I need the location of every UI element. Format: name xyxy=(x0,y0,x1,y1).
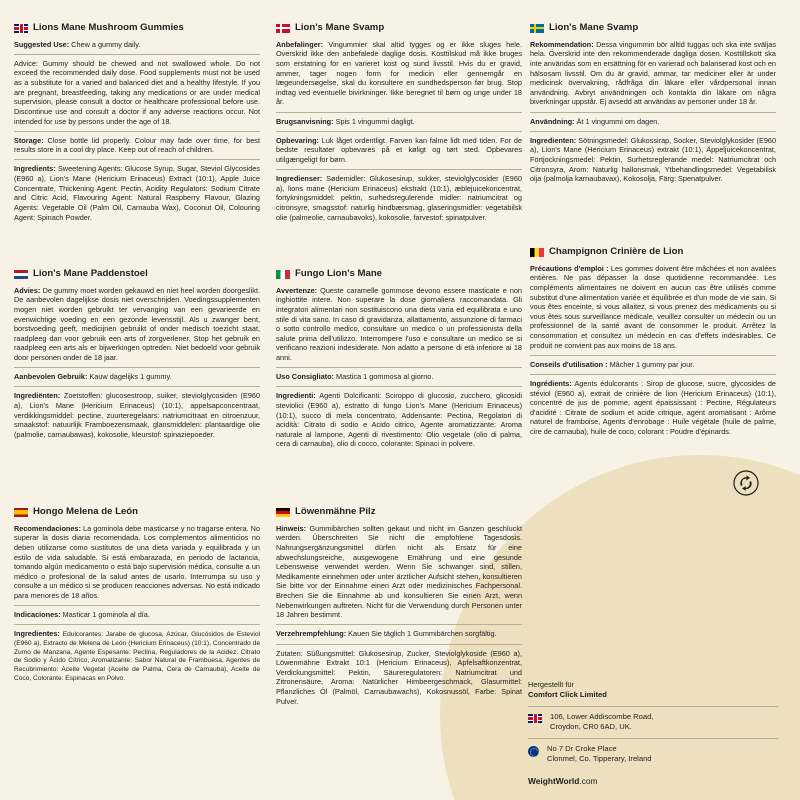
divider xyxy=(530,355,776,356)
ingredients: Ingredienser: Sødemidler: Glukosesirup, sukker, steviolglycosider (E960 a), lions mane (Hericium Erinaceus) ekstrakt (10:1), æblejuicekoncentrat, fortykningsmiddel: pektin, surhedsregulerende midler: natriumcitrat og citronsyre, smagsstof: naturlig hindbærsmag, glaseringsmidler: vegetabilsk olie (palmeolie, carnaubavoks), kokosolie, farvestof: spinatpulver. xyxy=(276,174,522,222)
suggested-use: Conseils d'utilisation : Mâcher 1 gummy par jour. xyxy=(530,359,695,369)
suggested-use: Indicaciones: Masticar 1 gominola al día. xyxy=(14,610,150,620)
divider xyxy=(530,374,776,375)
divider xyxy=(530,112,776,113)
ingredients: Ingrédients: Agents édulcorants : Sirop de glucose, sucre, glycosides de stéviol (E960 a), extrait de crinière de lion (Hericium Erinaceus) (10:1), concentré de jus de pomme, agent épaississant : Pectine, Régulateurs d'acidité : Citrate de sodium et acide citrique, agent aromatisant : Arôme naturel de framboise, Agents d'enrobage : Huile végétale (huile de palme, cire de carnauba), huile de coco, colorant : Poudre d'épinards. xyxy=(530,378,776,437)
section-title: Hongo Melena de León xyxy=(33,506,139,517)
suggested-use: Verzehrempfehlung: Kauen Sie täglich 1 Gummibärchen sorgfältig. xyxy=(276,629,497,639)
ingredients: Ingredienten: Sötningsmedel: Glukossirap, Socker, Steviolglykosider (E960 a), Lion's Mane (Hericium Erinaceus) extrakt (10:1), Äppeljuicekoncentrat, Förtjockningsmedel: Pektin, Surhetsreglerande medel: Natriumcitrat och Citronsyra, Arom: Naturlig hallonsmak, Ytbehandlingsmedel: Vegetabilisk olja (palmolja karnaubavax), Kokosolja, Färg: Spenatpulver. xyxy=(530,135,776,184)
section-danish xyxy=(276,22,522,227)
section-english xyxy=(14,22,260,227)
ingredients: Ingrediënten: Zoetstoffen: glucosestroop, suiker, steviolglycosiden (E960 a), Lion's Mane (Hericium Erinaceus) (10:1), appelsapconcentraat, verdikkingsmiddel: pectine, zuurteregelaars: natriumcitraat en citroenzuur, smaakstof: natuurlijk Framboezensmaak, glansmiddelen: plantaardige olie (palmolie, carnaubawas), kokosolie, kleurstof: spinaziepoeder. xyxy=(14,391,260,439)
section-title: Champignon Crinière de Lion xyxy=(549,246,684,257)
uk-flag-icon xyxy=(528,714,542,723)
section-title: Lion's Mane Svamp xyxy=(549,22,639,33)
section-swedish xyxy=(530,22,776,188)
spain-flag-icon xyxy=(14,508,28,517)
advice-text: Recomendaciones: La gominola debe masticarse y no tragarse entera. No superar la dosis diaria recomendada. Los complementos alimenticios no deben utilizarse como sustitutos de una dieta variada y equilibrada y un estilo de vida saludable. Si está embarazada, en periodo de lactancia, tomando algún medicamento o está bajo supervisión médica, consulte a un médico o profesional de la salud antes de usarlo. Interrumpa su uso y consulte a un médico si se producen reacciones adversas. No está indicado para menores de 18 años. xyxy=(14,523,260,601)
brand-website: WeightWorld.com xyxy=(528,776,598,787)
divider xyxy=(14,624,260,625)
section-title: Lion's Mane Svamp xyxy=(295,22,385,33)
belgium-flag-icon xyxy=(530,248,544,257)
divider xyxy=(14,131,260,132)
divider xyxy=(276,386,522,387)
divider xyxy=(276,131,522,132)
divider xyxy=(14,386,260,387)
uk-address: 106, Lower Addiscombe Road, Croydon, CR0 6AD, UK. xyxy=(528,706,778,738)
divider xyxy=(14,605,260,606)
section-german xyxy=(276,506,522,711)
section-title: Fungo Lion's Mane xyxy=(295,268,383,279)
advice-text: Anbefalinger: Vingummier skal altid tygges og er ikke sluges hele. Overskrid ikke den anbefalede daglige dosis. Kosttilskud må ikke bruges som erstatning for en varieret kost og sund livsstil. Hvis du er gravid, ammer, tager nogen form for medicin eller gennemgår en lægeundersøgelse, skal du konsultere en sundhedsperson før brug. Stop indtag ved eventuelle bivirkninger. Ikke beregnet til børn og unge under 18 år. xyxy=(276,39,522,107)
ingredients: Ingredientes: Edulcorantes: Jarabe de glucosa, Azúcar, Glucósidos de Esteviol (E960 a), Extracto de Melena de León (Hericium Erinaceus) (10:1), Concentrado de Zumo de Manzana, Agente Espesante: Pectina, Reguladores de la Acidez: Citrato de Sodio y Ácido Cítrico, Aromatizante: Sabor Natural de Frambuesa, Agentes de Recubrimiento: Aceite Vegetal (Aceite de Palma, Cera de Carnauba), Aceite de Coco, Colorante: Espinacas en Polvo. xyxy=(14,629,260,682)
manufacturer-name: Comfort Click Limited xyxy=(528,689,607,699)
uk-flag-icon xyxy=(14,24,28,33)
manufacturer-label: Hergestellt für xyxy=(528,680,575,689)
divider xyxy=(14,54,260,55)
section-spanish xyxy=(14,506,260,688)
advice-text: Advies: De gummy moet worden gekauwd en niet heel worden doorgeslikt. De aanbevolen dagelijkse dosis niet overschrijden. Voedingssupplementen mogen niet worden gebruikt ter vervanging van een gevarieerde en evenwichtige voeding en een gezonde levensstijl. Als u zwanger bent, borstvoeding geeft, medicijnen gebruikt of onder medisch toezicht staat, raadpleeg dan voor gebruik een arts of zorgverlener. Stop het gebruik en raadpleeg een arts als er bijwerkingen optreden. Niet bedoeld voor gebruik door personen onder de 18 jaar. xyxy=(14,285,260,363)
divider xyxy=(14,159,260,160)
divider xyxy=(276,112,522,113)
eu-address: No 7 Dr Croke Place Clonmel, Co. Tipperary, Ireland xyxy=(528,738,778,770)
manufacturer-footer xyxy=(528,680,778,788)
section-title: Löwenmähne Pilz xyxy=(295,506,376,517)
ingredients: Ingredients: Sweetening Agents: Glucose Syrup, Sugar, Steviol Glycosides (E960 a), Lion's Mane (Hericium Erinaceus) Extract (10:1), Apple Juice Concentrate, Thickening Agent: Pectin, Acidity Regulators: Sodium Citrate and Citric Acid, Flavouring Agent: Natural Raspberry Flavour, Glazing Agents: Vegetable Oil (Palm Oil, Carnauba Wax), Coconut Oil, Colouring Agent: Spinach Powder. xyxy=(14,164,260,222)
ingredients: Ingredienti: Agenti Dolcificanti: Sciroppo di glucosio, zucchero, glicosidi steviolici (E960 a), estratto di fungo Lion's Mane (Hericium Erinaceus) (10:1), succo di mela concentrato, Addensante: Pectina, Regolatori di acidità: Citrato di sodio e Acido citrico, Agente aromatizzante: Aroma naturale al lampone, Agenti di rivestimento: Olio vegetale (olio di palma, cera di carnauba), olio di cocco, colorante: Spinaci in polvere. xyxy=(276,391,522,449)
section-italian xyxy=(276,268,522,454)
divider xyxy=(276,367,522,368)
germany-flag-icon xyxy=(276,508,290,517)
section-french xyxy=(530,246,776,441)
ingredients: Zutaten: Süßungsmittel: Glukosesirup, Zucker, Steviolglykoside (E960 a), Löwenmähne Extrakt 10:1 (Hericium Erinaceus), Apfelsaftkonzentrat, Verdickungsmittel: Pektin, Säureregulatoren: Natriumcitrat und Zitronensäure, Aroma: Natürlicher Himbeergeschmack, Glasurmittel: Pflanzliches Öl (Palmöl, Carnaubawachs), Kokosnussöl, Farbe: Spinat Pulver. xyxy=(276,648,522,706)
advice-text: Avvertenze: Queste caramelle gommose devono essere masticate e non inghiottite intere. Non superare la dose giornaliera raccomandata. Gli integratori alimentari non sostituiscono una dieta varia ed equilibrata e uno stile di vita sano. In caso di gravidanza, allattamento, assunzione di farmaci o sotto controllo medico, consultare un medico o un professionista della salute prima dell'utilizzo. Interrompere l'uso e consultare un medico se si verificano reazioni indesiderate. Non adatto a persone di età inferiore ai 18 anni. xyxy=(276,285,522,363)
divider xyxy=(276,644,522,645)
advice-text: Précautions d'emploi : Les gommes doivent être mâchées et non avalées entières. Ne pas dépasser la dose quotidienne recommandée. Les compléments alimentaires ne doivent en aucun cas être utilisés comme substitut d'une alimentation variée et équilibrée et d'un mode de vie sain. Si vous êtes enceinte, si vous allaitez, si vous prenez des médicaments ou si vous êtes sous surveillance médicale, veuillez consulter un médecin ou un professionnel de la santé avant de consommer le produit. Arrêtez la consommation et consultez un médecin en cas d'effets indésirables. Ce produit ne convient pas aux moins de 18 ans. xyxy=(530,263,776,350)
section-title: Lions Mane Mushroom Gummies xyxy=(33,22,184,33)
divider xyxy=(14,367,260,368)
denmark-flag-icon xyxy=(276,24,290,33)
suggested-use: Aanbevolen Gebruik: Kauw dagelijks 1 gummy. xyxy=(14,372,172,382)
storage: Storage: Close bottle lid properly. Colour may fade over time, for best results store in a cool dry place. Keep out of reach of children. xyxy=(14,135,260,155)
recycle-icon xyxy=(733,470,759,496)
divider xyxy=(530,131,776,132)
suggested-use: Användning: Ät 1 vingummi om dagen. xyxy=(530,116,660,126)
divider xyxy=(276,169,522,170)
suggested-use: Uso Consigliato: Mastica 1 gommosa al giorno. xyxy=(276,372,434,382)
advice-text: Rekommendation: Dessa vingummin bör alltid tuggas och ska inte sväljas hela. Överskrid inte den rekommenderade dagliga dosen. Kosttillskott ska inte användas som en ersättning för en varierad och balanserad kost och en hälsosam livsstil. Om du är gravid, ammar, tar mediciner eller är under medicinsk övervakning, rådfråga din läkare eller vårdpersonal innan användning. Avbryt användningen och kontakta din läkare om några biverkningar uppstår. Ej avsedd att användas av personer under 18 år. xyxy=(530,39,776,107)
netherlands-flag-icon xyxy=(14,270,28,279)
eu-flag-icon xyxy=(528,746,539,757)
divider xyxy=(276,624,522,625)
advice-text: Advice: Gummy should be chewed and not swallowed whole. Do not exceed the recommended daily dose. Food supplements must not be used as a substitute for a varied and balanced diet and a healthy lifestyle. If you are pregnant, breastfeeding, taking any medications or are under medical supervision, please consult a doctor or healthcare professional before use. Discontinue use and consult a doctor if any adverse reactions occur. Not intended for use by persons under the age of 18. xyxy=(14,58,260,126)
storage: Opbevaring: Luk låget ordentligt. Farven kan falme lidt med tiden. For de bedste resultater opbevares på et køligt og tørt sted. Opbevares utilgængeligt for børn. xyxy=(276,135,522,164)
sweden-flag-icon xyxy=(530,24,544,33)
suggested-use: Suggested Use: Chew a gummy daily. xyxy=(14,39,141,49)
section-title: Lion's Mane Paddenstoel xyxy=(33,268,148,279)
suggested-use: Brugsanvisning: Spis 1 vingummi dagligt. xyxy=(276,116,415,126)
advice-text: Hinweis: Gummibärchen sollten gekaut und nicht im Ganzen geschluckt werden. Überschreiten Sie nicht die empfohlene Tagesdosis. Nahrungsergänzungsmittel dürfen nicht als Ersatz für eine abwechslungsreiche, ausgewogene Ernährung und eine gesunde Lebensweise verwendet werden. Wenn Sie schwanger sind, stillen, Medikamente einnehmen oder unter ärztlicher Aufsicht stehen, konsultieren Sie bitte vor der Einnahme einen Arzt oder medizinisches Fachpersonal. Brechen Sie die Einnahme ab und konsultieren Sie einen Arzt, wenn Nebenwirkungen auftreten. Nicht für die Verwendung durch Personen unter 18 Jahren bestimmt. xyxy=(276,523,522,620)
section-dutch xyxy=(14,268,260,444)
italy-flag-icon xyxy=(276,270,290,279)
